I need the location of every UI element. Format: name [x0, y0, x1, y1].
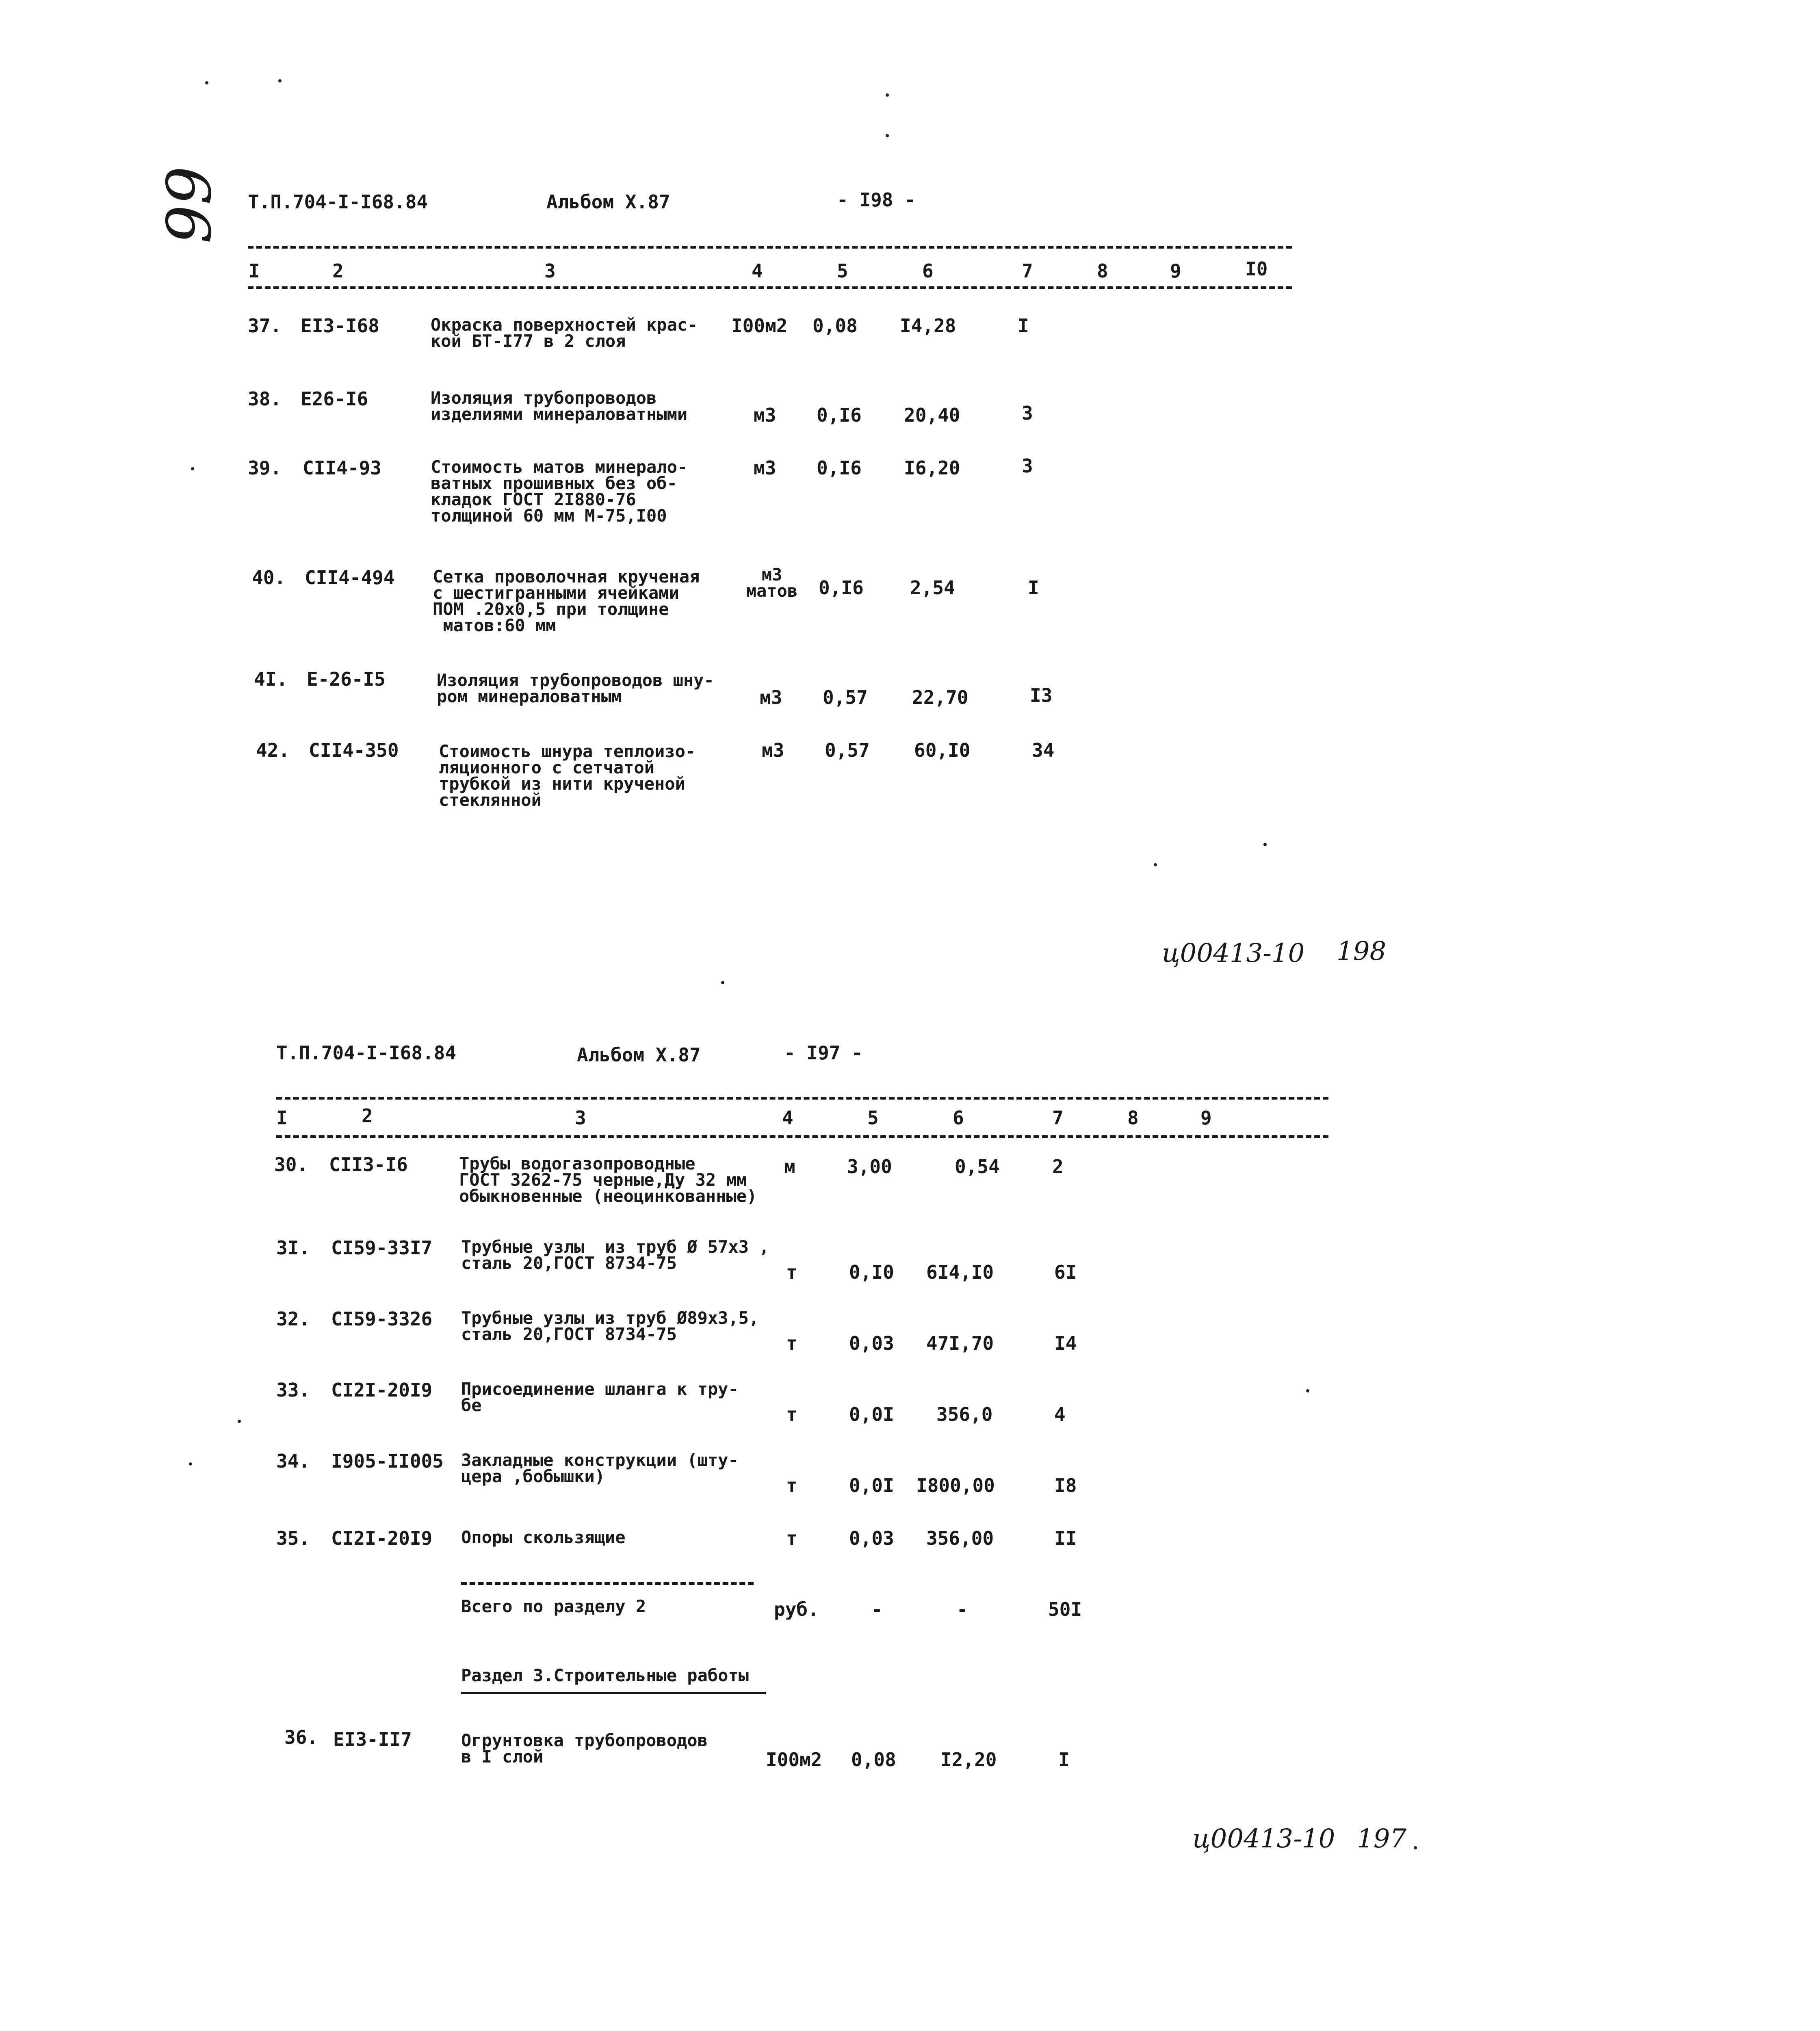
subtotal-rule — [461, 1582, 754, 1585]
row-code: СI2I-20I9 — [331, 1527, 433, 1549]
row-number: 39. — [248, 457, 282, 479]
header-rule-top — [248, 246, 1292, 249]
row-number: 33. — [276, 1379, 310, 1401]
row-unit: м3 — [760, 686, 782, 708]
row-price: 20,40 — [904, 404, 960, 426]
row-unit: т — [786, 1261, 797, 1283]
row-code: СI2I-20I9 — [331, 1379, 433, 1401]
col-number: 4 — [752, 260, 763, 282]
col-number: 9 — [1170, 260, 1181, 282]
row-total: I — [1058, 1749, 1070, 1771]
col-number: 6 — [953, 1107, 964, 1129]
row-price: 47I,70 — [926, 1332, 994, 1354]
row-total: I4 — [1054, 1332, 1077, 1354]
col-number: I — [276, 1107, 288, 1129]
row-quantity: 0,08 — [851, 1749, 896, 1771]
scan-speck — [1414, 1846, 1417, 1849]
row-quantity: 0,I6 — [817, 404, 862, 426]
scan-speck — [205, 81, 208, 84]
row-number: 30. — [274, 1154, 308, 1176]
row-price: 2,54 — [910, 577, 955, 599]
header-rule-top — [276, 1097, 1328, 1100]
section-title-underline — [461, 1692, 766, 1694]
row-code: СII4-93 — [303, 457, 381, 479]
col-number: 3 — [544, 260, 556, 282]
row-total: 6I — [1054, 1261, 1077, 1283]
row-quantity: 0,08 — [812, 315, 858, 337]
row-quantity: 0,0I — [849, 1475, 894, 1496]
row-unit: I00м2 — [731, 315, 788, 337]
row-description: Огрунтовка трубопроводов в I слой — [461, 1730, 708, 1767]
row-total: 3 — [1022, 402, 1033, 424]
doc-code: Т.П.704-I-I68.84 — [276, 1042, 457, 1064]
col-number: I — [249, 260, 260, 282]
row-total: 2 — [1052, 1156, 1064, 1178]
row-description: Стоимость матов минерало- ватных прошивных без об- кладок ГОСТ 2I880-76 толщиной 60 мм М-75,I00 — [431, 457, 688, 526]
section-title: Раздел 3.Строительные работы — [461, 1665, 749, 1685]
row-total: 4 — [1054, 1403, 1066, 1425]
row-code: ЕI3-I68 — [301, 315, 379, 337]
scan-speck — [278, 79, 282, 82]
scan-speck — [1263, 843, 1267, 846]
row-code: СII4-350 — [309, 739, 399, 761]
row-price: I800,00 — [916, 1475, 995, 1496]
row-code: ЕI3-II7 — [333, 1728, 412, 1750]
stamp-page: 198 — [1337, 936, 1387, 966]
col-number: 3 — [575, 1107, 586, 1129]
row-price: 356,00 — [926, 1527, 994, 1549]
row-price: 6I4,I0 — [926, 1261, 994, 1283]
row-number: 4I. — [254, 668, 288, 690]
row-description: Трубные узлы из труб Ø89х3,5, сталь 20,ГОСТ 8734-75 — [461, 1308, 759, 1344]
row-price: I4,28 — [900, 315, 956, 337]
scan-speck — [886, 134, 889, 137]
row-price: 22,70 — [912, 686, 968, 708]
row-total: I8 — [1054, 1475, 1077, 1496]
row-description: Сетка проволочная крученая с шестигранными ячейками ПОМ .20х0,5 при толщине матов:60 мм — [433, 567, 700, 635]
scan-speck — [191, 467, 194, 470]
row-number: 37. — [248, 315, 282, 337]
row-price: 356,0 — [936, 1403, 993, 1425]
row-number: 38. — [248, 388, 282, 410]
row-quantity: 0,03 — [849, 1527, 894, 1549]
row-unit: т — [786, 1475, 797, 1496]
col-number: 2 — [362, 1105, 373, 1127]
subtotal-price: - — [957, 1598, 968, 1620]
row-unit: м3 матов — [746, 565, 798, 601]
row-quantity: 0,0I — [849, 1403, 894, 1425]
album-label: Альбом X.87 — [546, 191, 670, 213]
row-price: I6,20 — [904, 457, 960, 479]
scan-speck — [1306, 1389, 1309, 1392]
col-number: 8 — [1127, 1107, 1139, 1129]
row-description: Изоляция трубопроводов изделиями минераловатными — [431, 388, 688, 424]
scan-speck — [189, 1462, 192, 1466]
row-unit: м — [784, 1156, 795, 1178]
row-unit: т — [786, 1332, 797, 1354]
row-price: 60,I0 — [914, 739, 971, 761]
page-number: - I97 - — [784, 1042, 863, 1064]
row-quantity: 0,I6 — [819, 577, 864, 599]
scan-speck — [238, 1420, 241, 1423]
row-code: СII4-494 — [305, 567, 395, 589]
col-number: I0 — [1245, 258, 1268, 280]
col-number: 9 — [1200, 1107, 1212, 1129]
page-number: - I98 - — [837, 189, 916, 211]
margin-handwritten-mark: 99 — [154, 166, 225, 244]
row-quantity: 0,57 — [823, 686, 868, 708]
col-number: 6 — [922, 260, 934, 282]
col-number: 5 — [867, 1107, 879, 1129]
subtotal-label: Всего по разделу 2 — [461, 1596, 646, 1616]
row-unit: м3 — [762, 739, 784, 761]
row-description: Окраска поверхностей крас- кой БТ-I77 в 2 слоя — [431, 315, 698, 351]
subtotal-qty: - — [871, 1598, 883, 1620]
row-number: 42. — [256, 739, 290, 761]
subtotal-unit: руб. — [774, 1598, 819, 1620]
stamp-code: ц00413-10 — [1162, 938, 1305, 968]
row-quantity: 3,00 — [847, 1156, 892, 1178]
header-rule-bottom — [248, 286, 1292, 289]
row-description: Трубные узлы из труб Ø 57х3 , сталь 20,ГОСТ 8734-75 — [461, 1237, 769, 1273]
row-unit: т — [786, 1527, 797, 1549]
row-unit: м3 — [754, 457, 776, 479]
row-unit: т — [786, 1403, 797, 1425]
row-description: Изоляция трубопроводов шну- ром минераловатным — [437, 670, 714, 706]
row-quantity: 0,I6 — [817, 457, 862, 479]
row-total: 34 — [1032, 739, 1055, 761]
row-code: Е26-I6 — [301, 388, 368, 410]
header-rule-bottom — [276, 1135, 1328, 1138]
doc-code: Т.П.704-I-I68.84 — [248, 191, 428, 213]
row-number: 35. — [276, 1527, 310, 1549]
row-total: I — [1018, 315, 1029, 337]
row-description: Присоединение шланга к тру- бе — [461, 1379, 739, 1415]
stamp-page: 197 — [1357, 1824, 1407, 1854]
stamp-code: ц00413-10 — [1192, 1824, 1335, 1854]
row-quantity: 0,57 — [825, 739, 870, 761]
row-description: Трубы водогазопроводные ГОСТ 3262-75 черные,Ду 32 мм обыкновенные (неоцинкованные) — [459, 1154, 757, 1206]
col-number: 5 — [837, 260, 848, 282]
scan-speck — [721, 981, 724, 984]
col-number: 7 — [1052, 1107, 1064, 1129]
row-price: 0,54 — [955, 1156, 1000, 1178]
row-number: 36. — [284, 1726, 318, 1748]
subtotal-total: 50I — [1048, 1598, 1082, 1620]
row-code: СII3-I6 — [329, 1154, 408, 1176]
col-number: 8 — [1097, 260, 1108, 282]
row-description: Закладные конструкции (шту- цера ,бобышки) — [461, 1450, 739, 1486]
row-total: I3 — [1030, 684, 1053, 706]
row-code: I905-II005 — [331, 1450, 444, 1472]
col-number: 4 — [782, 1107, 793, 1129]
scan-speck — [1154, 863, 1157, 866]
row-price: I2,20 — [940, 1749, 997, 1771]
row-code: СI59-3326 — [331, 1308, 433, 1330]
row-total: II — [1054, 1527, 1077, 1549]
row-number: 40. — [252, 567, 286, 589]
row-code: СI59-33I7 — [331, 1237, 433, 1259]
row-total: I — [1028, 577, 1039, 599]
row-description: Опоры скользящие — [461, 1527, 626, 1547]
album-label: Альбом X.87 — [577, 1044, 701, 1066]
row-number: 3I. — [276, 1237, 310, 1259]
row-quantity: 0,03 — [849, 1332, 894, 1354]
col-number: 7 — [1022, 260, 1033, 282]
col-number: 2 — [332, 260, 344, 282]
row-unit: м3 — [754, 404, 776, 426]
row-number: 32. — [276, 1308, 310, 1330]
row-quantity: 0,I0 — [849, 1261, 894, 1283]
row-code: Е-26-I5 — [307, 668, 386, 690]
row-unit: I00м2 — [766, 1749, 822, 1771]
row-number: 34. — [276, 1450, 310, 1472]
scan-speck — [886, 93, 889, 97]
row-description: Стоимость шнура теплоизо- ляционного с сетчатой трубкой из нити крученой стеклянной — [439, 741, 696, 810]
row-total: 3 — [1022, 455, 1033, 477]
